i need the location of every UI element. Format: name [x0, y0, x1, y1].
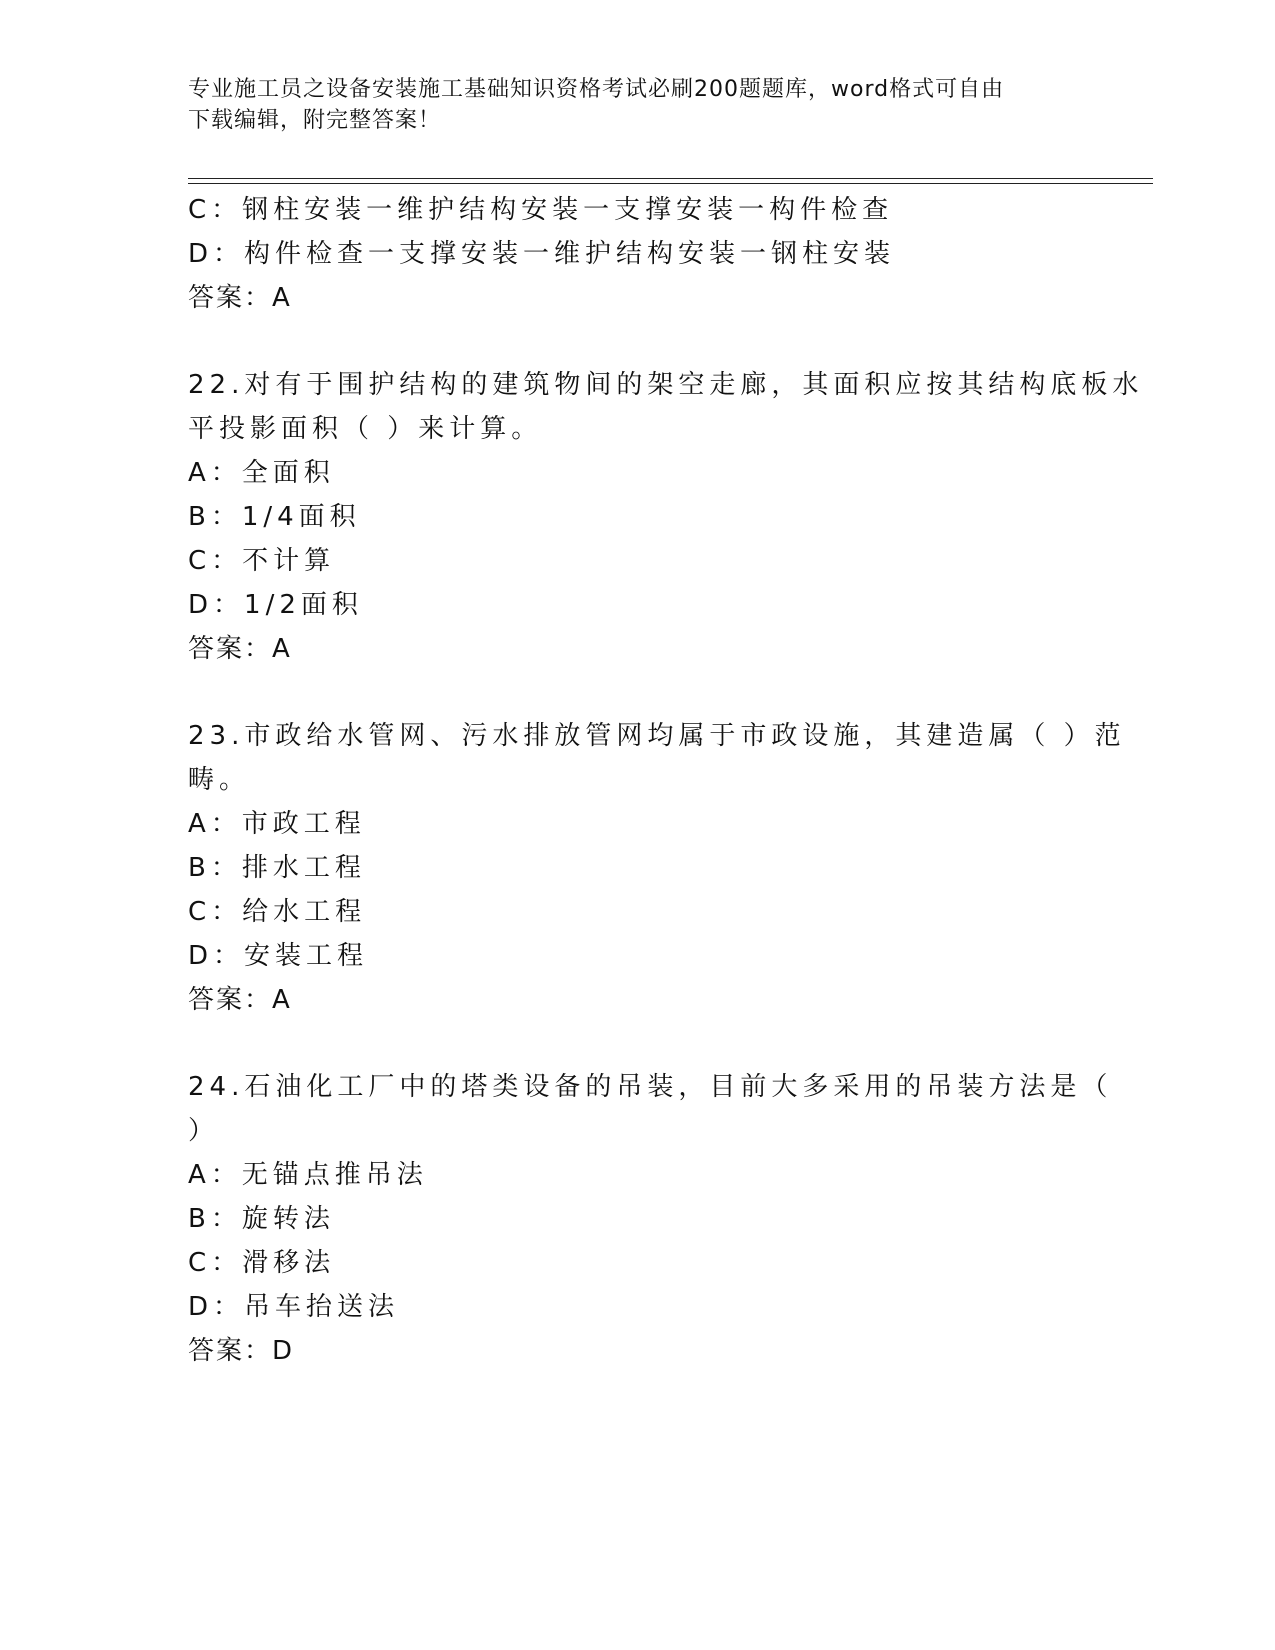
q23-option-d: D：安装工程: [188, 941, 369, 971]
q24-answer: 答案：D: [188, 1336, 295, 1366]
q24-stem-line-2: ）: [188, 1116, 220, 1146]
q24-option-d: D：吊车抬送法: [188, 1292, 400, 1322]
q24-stem-line-1: 24.石油化工厂中的塔类设备的吊装，目前大多采用的吊装方法是（: [188, 1072, 1113, 1102]
document-header: [188, 74, 1068, 136]
q22-option-b: B：1/4面积: [188, 502, 361, 532]
q22-stem-line-1: 22.对有于围护结构的建筑物间的架空走廊，其面积应按其结构底板水: [188, 370, 1144, 400]
header-divider-top: [188, 178, 1153, 179]
q22-answer: 答案：A: [188, 634, 292, 664]
q24-option-c: C：滑移法: [188, 1248, 336, 1278]
q22-option-c: C：不计算: [188, 546, 336, 576]
q22-stem-line-2: 平投影面积（ ）来计算。: [188, 414, 543, 444]
q23-stem-line-2: 畴。: [188, 765, 251, 795]
q22-option-a: A：全面积: [188, 458, 335, 488]
q21-answer: 答案：A: [188, 283, 292, 313]
q24-option-b: B：旋转法: [188, 1204, 335, 1234]
header-divider-bottom: [188, 183, 1153, 184]
q21-option-d: D：构件检查一支撑安装一维护结构安装一钢柱安装: [188, 239, 896, 269]
q24-option-a: A：无锚点推吊法: [188, 1160, 428, 1190]
q23-stem-line-1: 23.市政给水管网、污水排放管网均属于市政设施，其建造属（ ）范: [188, 721, 1126, 751]
header-line-2: 下载编辑，附完整答案！: [188, 108, 442, 133]
q23-option-c: C：给水工程: [188, 897, 367, 927]
q21-option-c: C：钢柱安装一维护结构安装一支撑安装一构件检查: [188, 195, 894, 225]
q23-option-b: B：排水工程: [188, 853, 366, 883]
q23-answer: 答案：A: [188, 985, 292, 1015]
q23-option-a: A：市政工程: [188, 809, 366, 839]
q22-option-d: D：1/2面积: [188, 590, 363, 620]
header-line-1: 专业施工员之设备安装施工基础知识资格考试必刷200题题库，word格式可自由: [188, 77, 1005, 102]
